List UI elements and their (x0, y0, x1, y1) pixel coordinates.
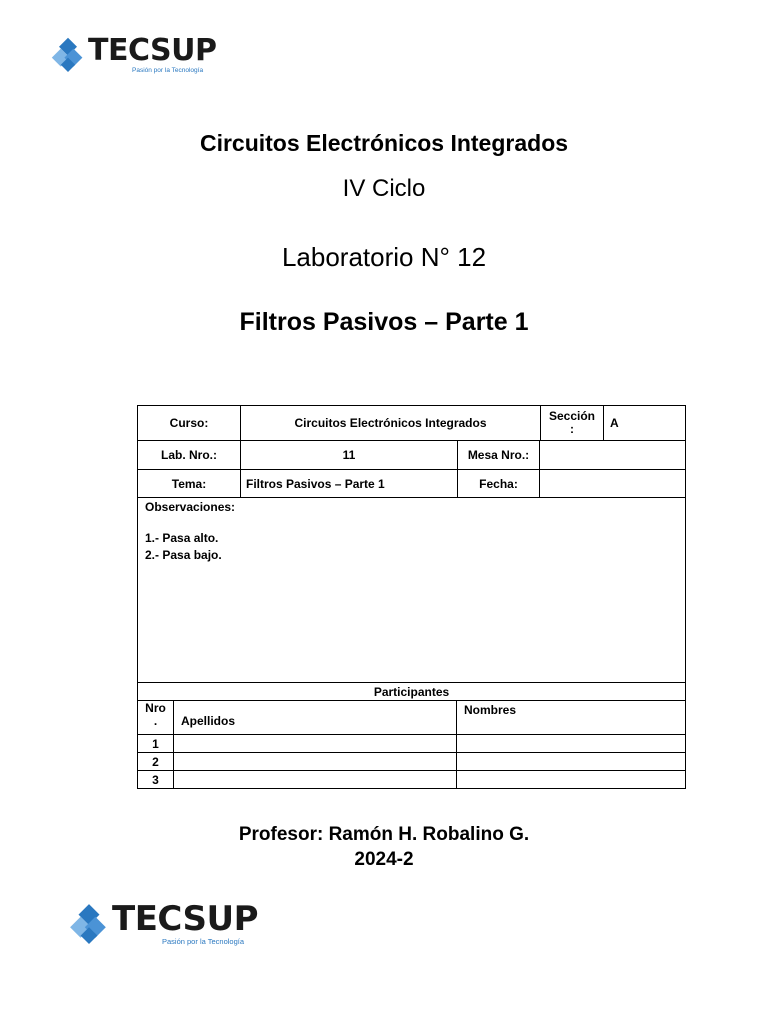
tecsup-logo-top (50, 33, 217, 74)
participant-row-1-nro: 1 (152, 736, 159, 751)
tecsup-logo-icon (50, 36, 86, 72)
seccion-value: A (610, 416, 619, 430)
participantes-header: Participantes (373, 684, 450, 699)
participant-row-3-nro: 3 (152, 772, 159, 787)
lab-info-form (137, 405, 686, 789)
professor-name: Profesor: Ramón H. Robalino G. (238, 824, 530, 845)
tema-label-text: Tema: (171, 476, 207, 491)
apellidos-header: Apellidos (181, 714, 236, 728)
fecha-value (544, 470, 682, 497)
nro-header-dot: . (153, 714, 158, 728)
observacion-item-1: 1.- Pasa alto. (145, 531, 219, 545)
observacion-item-2: 2.- Pasa bajo. (145, 548, 222, 562)
course-title: Circuitos Electrónicos Integrados (199, 130, 569, 156)
logo-brand: TECSUP (88, 33, 217, 68)
nro-header-text: Nro (145, 701, 166, 715)
seccion-label (541, 406, 603, 440)
logo-tagline: Pasión por la Tecnología (162, 937, 245, 946)
observaciones-label: Observaciones: (145, 500, 236, 514)
logo-tagline: Pasión por la Tecnología (132, 67, 204, 74)
tema-value: Filtros Pasivos – Parte 1 (246, 476, 385, 491)
logo-brand: TECSUP (112, 899, 259, 939)
tema-label (138, 470, 240, 497)
curso-label: Curso: (169, 416, 209, 430)
seccion-label-text: Sección (548, 409, 596, 423)
lab-nro-label: Lab. Nro.: (161, 448, 217, 462)
participant-row-2-nro: 2 (152, 754, 159, 769)
topic-title: Filtros Pasivos – Parte 1 (239, 308, 529, 336)
nombres-header: Nombres (464, 702, 517, 717)
seccion-label-colon: : (570, 422, 574, 436)
mesa-nro-value (544, 441, 682, 469)
lab-title: Laboratorio N° 12 (281, 242, 487, 272)
tecsup-logo-bottom (68, 899, 259, 946)
lab-nro-value: 11 (342, 448, 356, 462)
curso-value: Circuitos Electrónicos Integrados (294, 416, 487, 430)
mesa-nro-label: Mesa Nro.: (467, 448, 530, 462)
nro-header (138, 701, 173, 734)
academic-period: 2024-2 (354, 849, 414, 870)
cycle: IV Ciclo (342, 175, 426, 202)
tecsup-logo-icon (68, 902, 110, 944)
fecha-label: Fecha: (479, 476, 518, 491)
